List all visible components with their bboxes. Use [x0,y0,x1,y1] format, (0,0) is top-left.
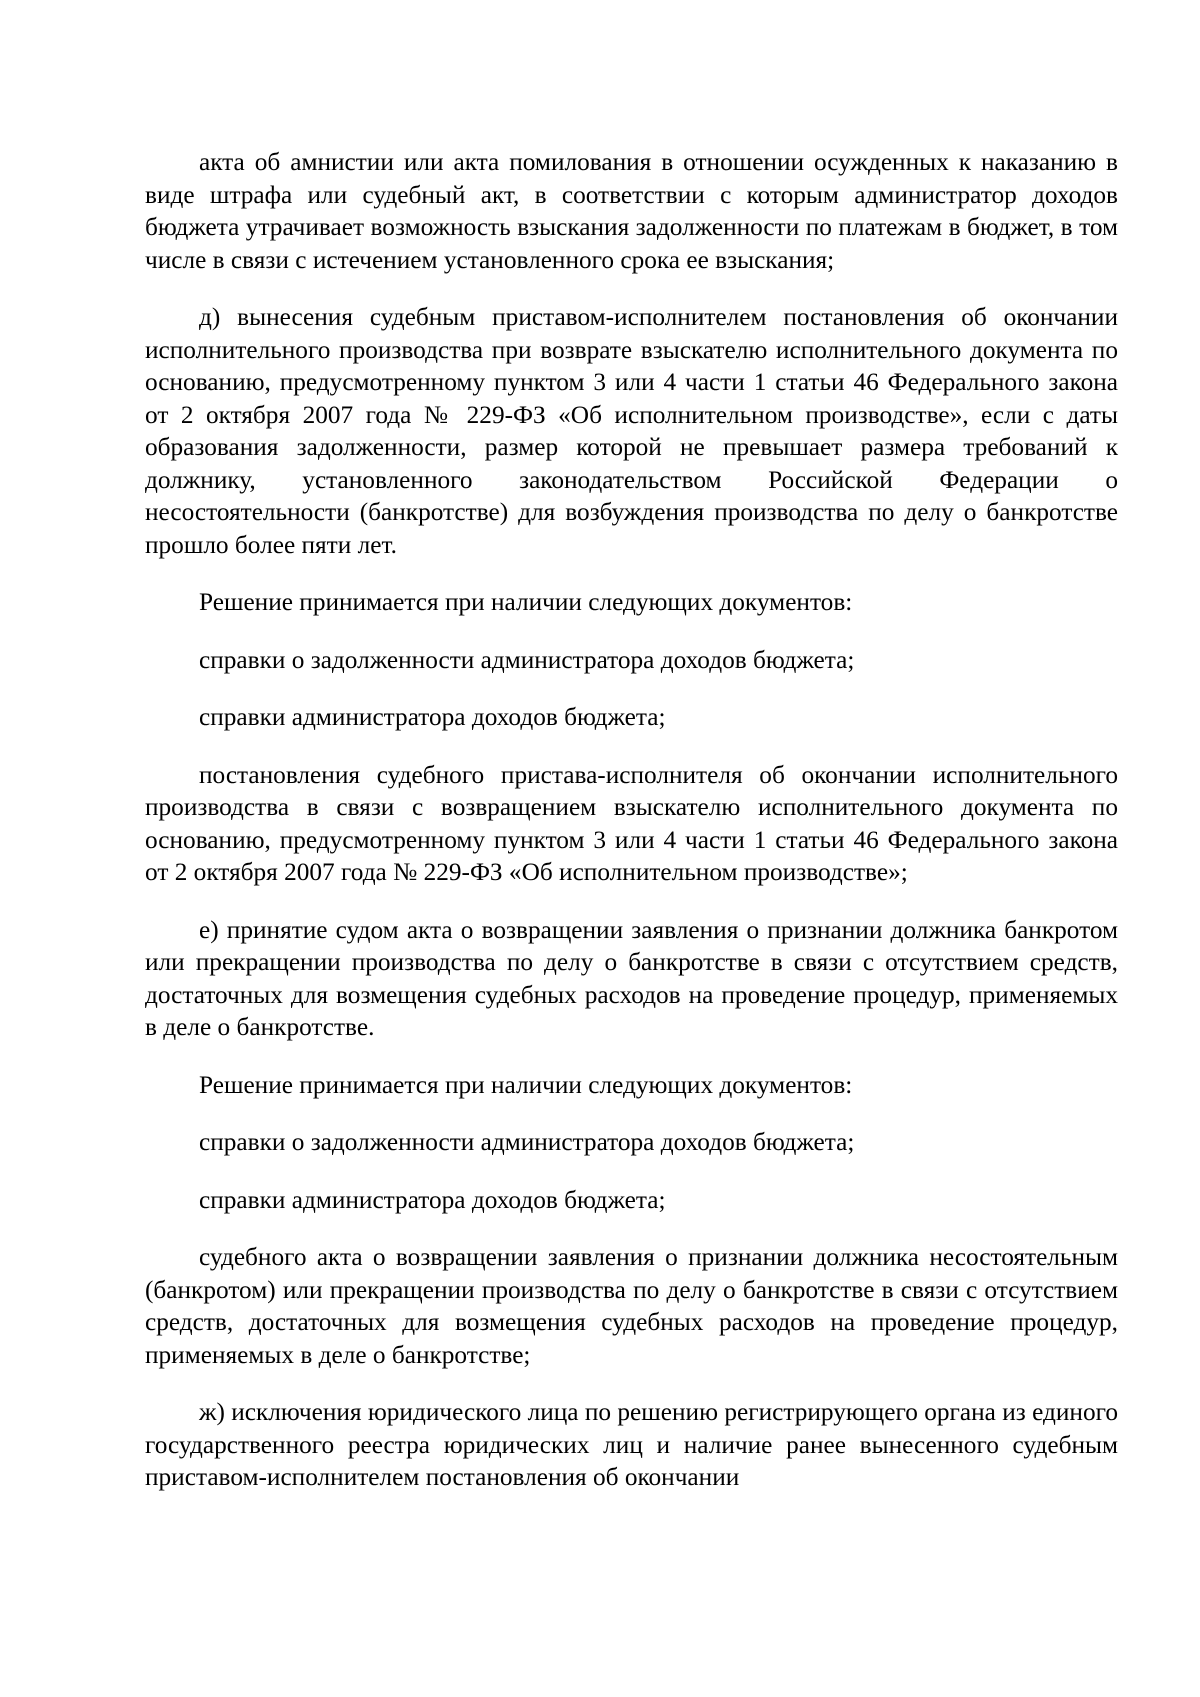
paragraph-item-d: д) вынесения судебным приставом-исполнителем постановления об окончании исполнительного производства при возврате взыскателю исполнительного документа по основанию, предусмотренному пунктом 3 или 4 части 1 статьи 46 Федерального закона от 2 октября 2007 года № 229-ФЗ «Об исполнительном производстве», если с даты образования задолженности, размер которой не превышает размера требований к должнику, установленного законодательством Российской Федерации о несостоятельности (банкротстве) для возбуждения производства по делу о банкротстве прошло более пяти лет. [145,303,1118,559]
paragraph-decision-documents-2: Решение принимается при наличии следующих документов: [199,1070,853,1099]
paragraph-debt-certificate-2: справки о задолженности администратора доходов бюджета; [199,1128,855,1156]
paragraph-item-e: е) принятие судом акта о возвращении заявления о признании должника банкротом или прекращении производства по делу о банкротстве в связи с отсутствием средств, достаточных для возмещения судебных расходов на проведение процедур, применяемых в деле о банкротстве. [145,915,1118,1041]
paragraph-bailiff-resolution: постановления судебного пристава-исполнителя об окончании исполнительного производства в связи с возвращением взыскателю исполнительного документа по основанию, предусмотренному пунктом 3 или 4 части 1 статьи 46 Федерального закона от 2 октября 2007 года № 229-ФЗ «Об исполнительном производстве»; [145,760,1118,886]
paragraph-admin-certificate-2: справки администратора доходов бюджета; [199,1185,666,1214]
paragraph-decision-documents-1: Решение принимается при наличии следующих документов: [199,588,853,616]
paragraph-debt-certificate-1: справки о задолженности администратора доходов бюджета; [199,645,855,674]
document-page [145,146,1118,1519]
paragraph-admin-certificate-1: справки администратора доходов бюджета; [199,703,666,731]
paragraph-amnesty-act: акта об амнистии или акта помилования в отношении осужденных к наказанию в виде штрафа или судебный акт, в соответствии с которым администратор доходов бюджета утрачивает возможность взыскания задолженности по платежам в бюджет, в том числе в связи с истечением установленного срока ее взыскания; [145,148,1118,274]
paragraph-court-act: судебного акта о возвращении заявления о признании должника несостоятельным (банкротом) или прекращении производства по делу о банкротстве в связи с отсутствием средств, достаточных для возмещения судебных расходов на проведение процедур, применяемых в деле о банкротстве; [145,1243,1118,1369]
paragraph-item-zh: ж) исключения юридического лица по решению регистрирующего органа из единого государственного реестра юридических лиц и наличие ранее вынесенного судебным приставом-исполнителем постановления об окончании [145,1398,1118,1491]
